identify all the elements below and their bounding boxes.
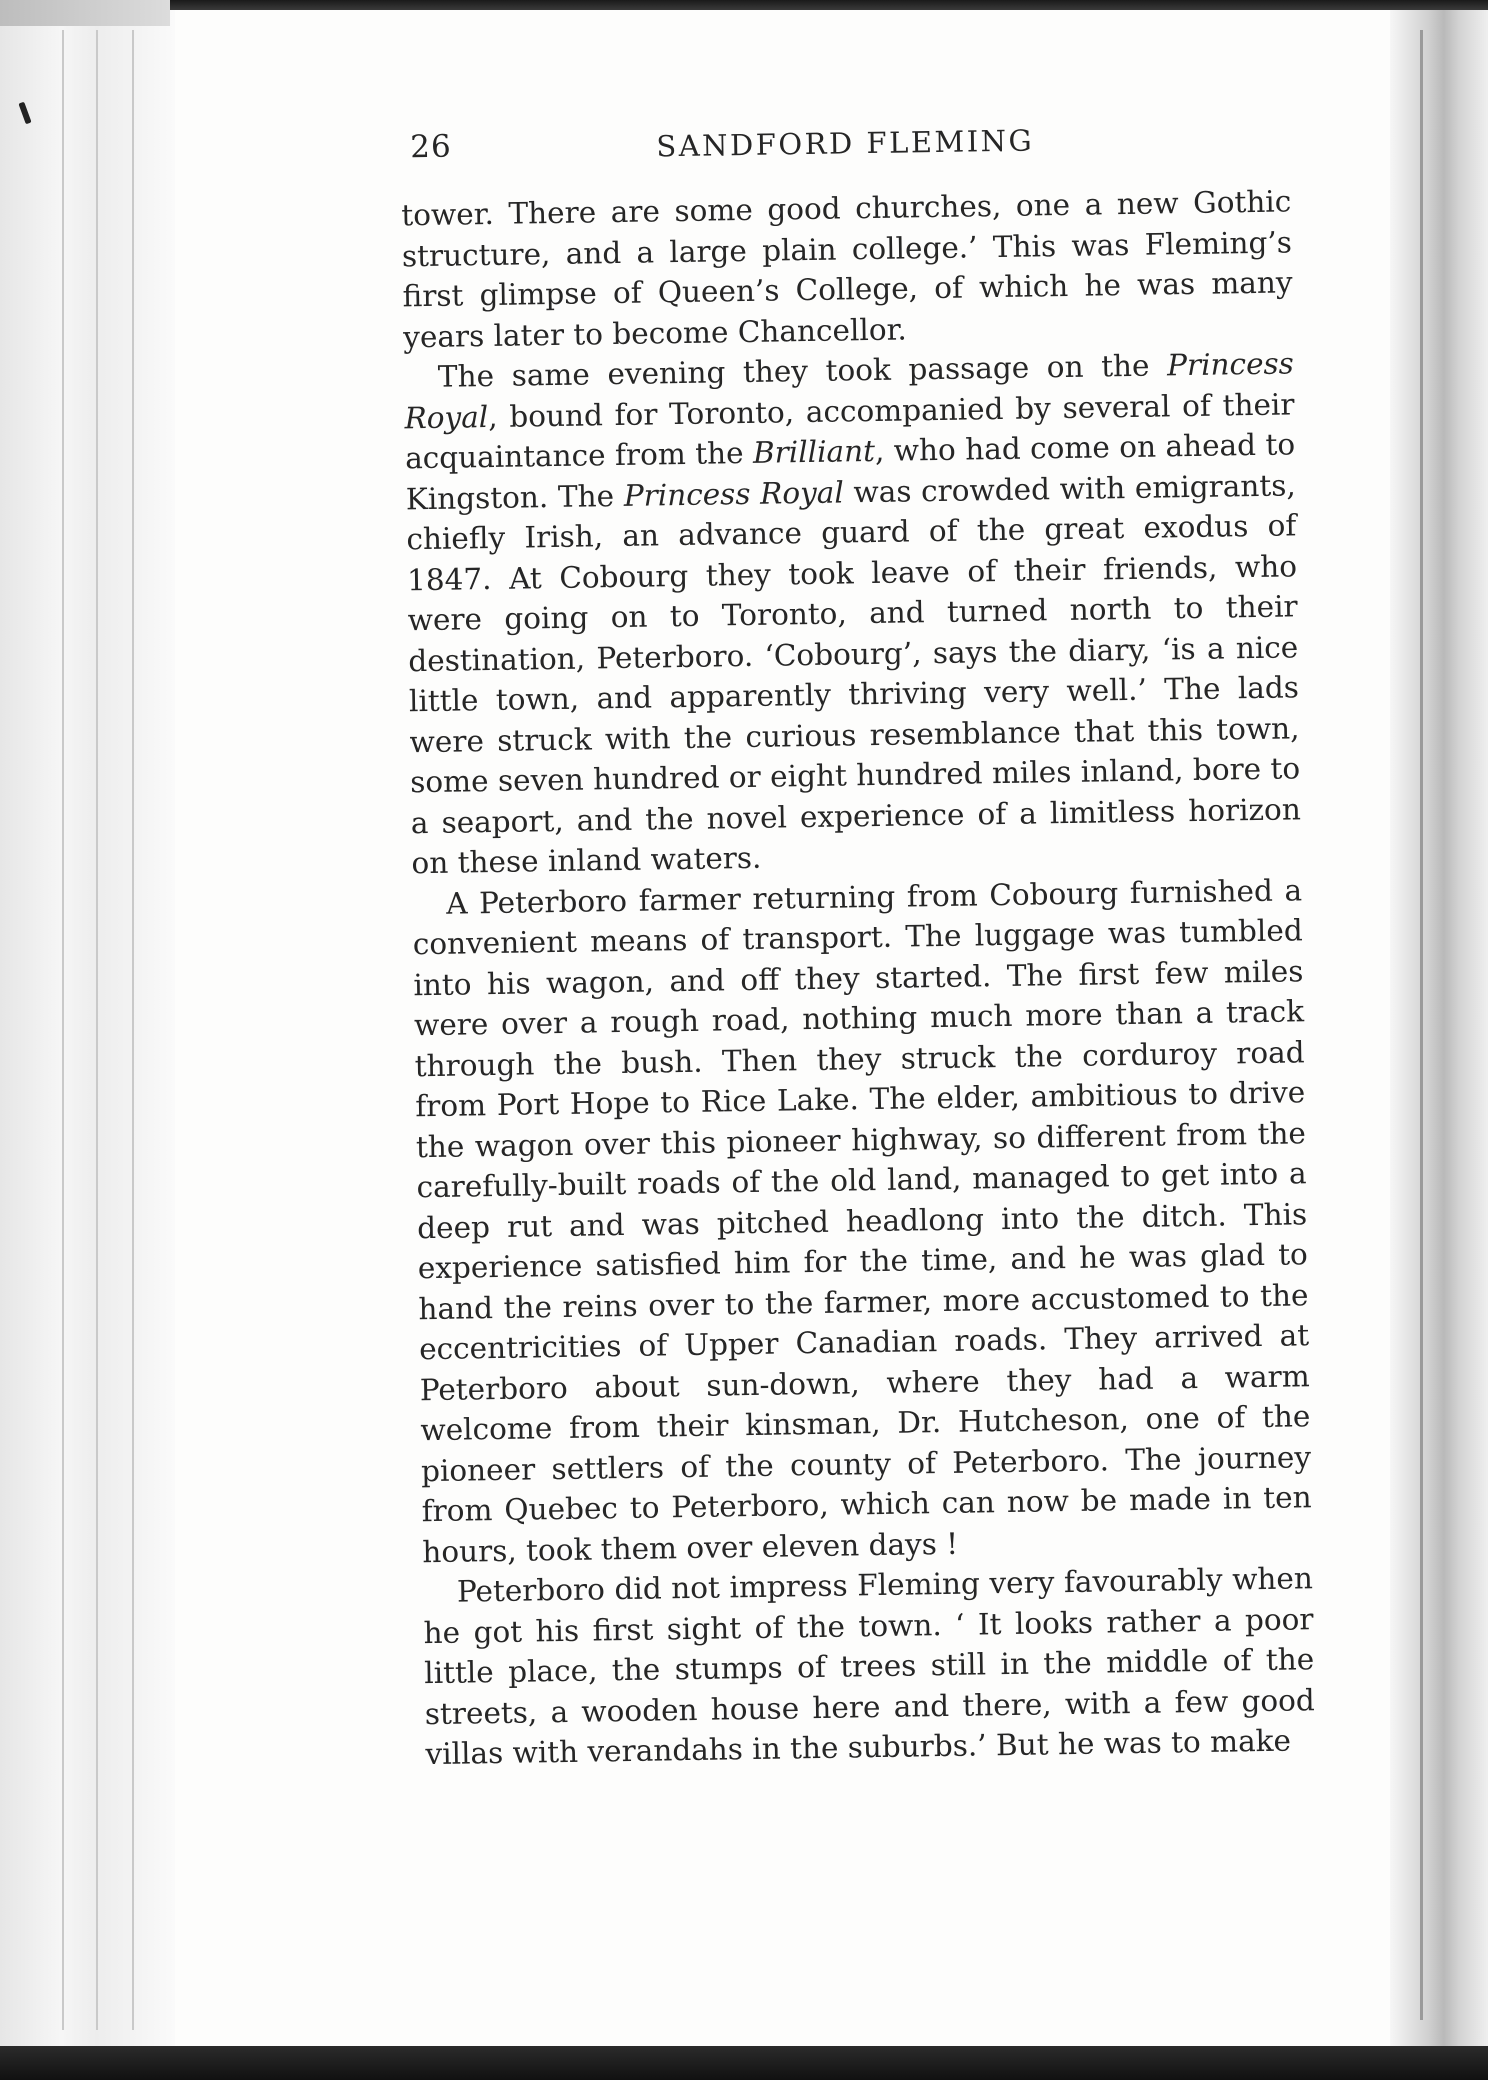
paragraph bbox=[401, 181, 1293, 357]
page-text-block bbox=[360, 115, 1316, 1775]
scanner-top-left-border bbox=[0, 0, 170, 26]
right-gutter-shadow bbox=[1390, 10, 1488, 2046]
page-edge-line bbox=[1420, 30, 1423, 2020]
text-run: , who had come on ahead to Kingston. The bbox=[405, 427, 1296, 516]
body-text bbox=[361, 181, 1316, 1775]
page-edge-line bbox=[62, 30, 64, 2030]
paragraph bbox=[412, 870, 1313, 1572]
text-run: Peterboro did not impress Fleming very favourably when he got his first sight of the town. ‘ It looks rather a poor little place, the stumps of trees still in the middle of the streets, a wooden house here and there, with a few good villas with verandahs in the suburbs.’ But he was to make bbox=[423, 1561, 1316, 1772]
scanner-bottom-border bbox=[0, 2046, 1488, 2080]
text-run: , bound for Toronto, accompanied by several of their acquaintance from the bbox=[404, 386, 1295, 476]
scan-mark bbox=[18, 102, 31, 125]
scanner-top-border bbox=[0, 0, 1488, 10]
running-head: SANDFORD FLEMING bbox=[656, 123, 1035, 164]
text-run: The same evening they took passage on the bbox=[437, 348, 1168, 394]
paragraph bbox=[404, 343, 1302, 883]
ship-name-italic: Princess Royal bbox=[404, 346, 1295, 435]
page-edge-line bbox=[96, 30, 98, 2030]
text-run: A Peterboro farmer returning from Cobourg furnished a convenient means of transport. The luggage was tumbled into his wagon, and off they started. The first few miles were over a rough road, nothing much more than a track through the bush. Then they struck the corduroy road from Port Hope to Rice Lake. The elder, ambitious to drive the wagon over this pioneer highway, so different from the carefully-built roads of the old land, managed to get into a deep rut and was pitched headlong into the ditch. This experience satisfied him for the time, and he was glad to hand the reins over to the farmer, more accustomed to the eccentricities of Upper Canadian roads. They arrived at Peterboro about sun-down, where they had a warm welcome from their kinsman, Dr. Hutcheson, one of the pioneer settlers of the county of Peterboro. The journey from Quebec to Peterboro, which can now be made in ten hours, took them over eleven days ! bbox=[412, 872, 1312, 1569]
page-edge-line bbox=[132, 30, 134, 2030]
ship-name-italic: Princess Royal bbox=[623, 474, 845, 513]
paragraph bbox=[423, 1558, 1316, 1774]
ship-name-italic: Brilliant bbox=[752, 433, 876, 470]
text-run: was crowded with emigrants, chiefly Irish, an advance guard of the great exodus of 1847. At Cobourg they took leave of their friends, who were going on to Toronto, and turned north to their destination, Peterboro. ‘Cobourg’, says the diary, ‘is a nice little town, and apparently thriving very well.’ The lads were struck with the curious resemblance that this town, some seven hundred or eight hundred miles inland, bore to a seaport, and the novel experience of a limitless horizon on these inland waters. bbox=[406, 467, 1302, 881]
text-run: tower. There are some good churches, one a new Gothic structure, and a large plain college.’ This was Fleming’s first glimpse of Queen’s College, of which he was many years later to become Chancellor. bbox=[401, 184, 1293, 354]
left-page-stack bbox=[0, 10, 175, 2046]
page-number: 26 bbox=[409, 128, 453, 166]
